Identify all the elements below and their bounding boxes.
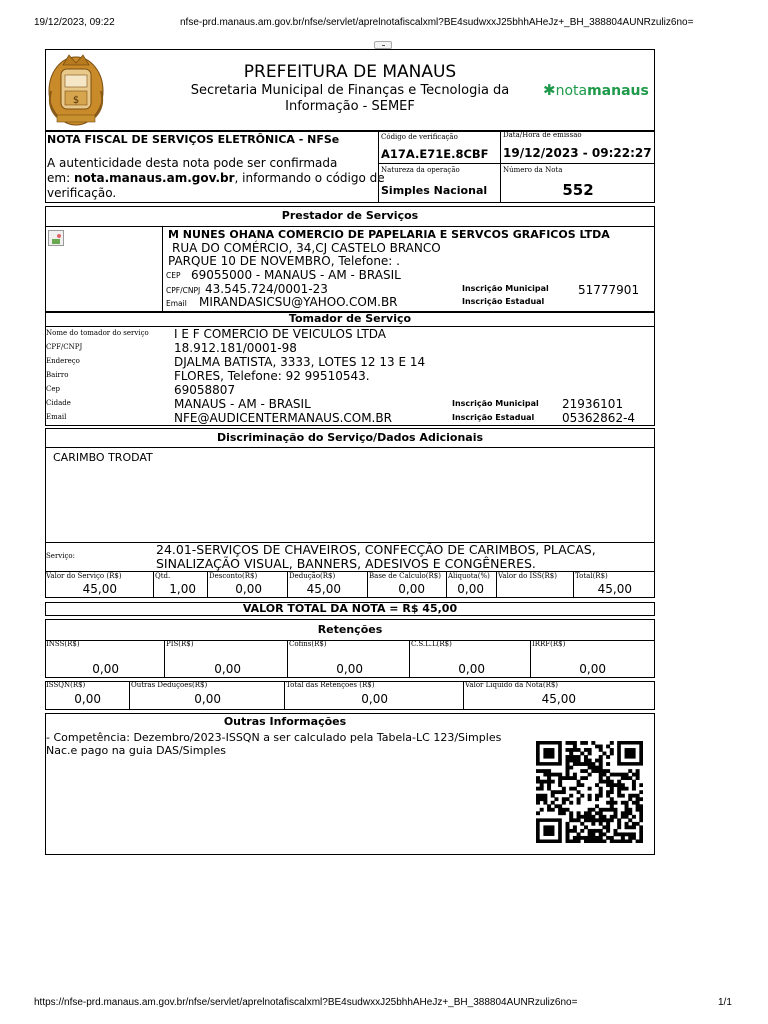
issqn-label: ISSQN(R$) [46,681,86,689]
tomador-ie-label: Inscrição Estadual [452,413,535,422]
nota-heading: NOTA FISCAL DE SERVIÇOS ELETRÔNICA - NFSe [47,133,340,146]
outras-deducoes-value: 0,00 [194,692,221,706]
outras-deducoes-label: Outras Deduções(R$) [131,681,208,689]
codigo-label: Código de verificação [381,133,458,141]
prestador-name: M NUNES OHANA COMERCIO DE PAPELARIA E SERVCOS GRAFICOS LTDA [168,228,610,241]
tomador-endereco-label: Endereço [46,357,80,365]
tomador-ie-value: 05362862-4 [562,411,636,425]
aliquota-value: 0,00 [457,582,484,596]
codigo-value: A17A.E71E.8CBF [381,147,489,161]
page-title: PREFEITURA DE MANAUS [243,62,457,82]
numero-label: Número da Nota [503,166,563,174]
prestador-email-label: Email [166,299,187,308]
qr-code-icon [536,741,643,843]
retencoes-title: Retenções [317,623,383,636]
numero-value: 552 [562,181,594,199]
desconto-value: 0,00 [235,582,262,596]
total-label: Total(R$) [575,572,608,580]
prestador-im-label: Inscrição Municipal [462,284,549,293]
natureza-label: Natureza da operação [381,166,460,174]
irrf-value: 0,00 [579,662,606,676]
print-url-bottom: https://nfse-prd.manaus.am.gov.br/nfse/servlet/aprelnotafiscalxml?BE4sudwxxJ25bhhAHeJz+_BH_388804AUNRzuliz6no= [34,997,578,1008]
prestador-cep-value: 69055000 - MANAUS - AM - BRASIL [191,268,401,282]
star-icon: ✱ [543,81,556,99]
auth-line-3: verificação. [47,186,117,200]
emissao-value: 19/12/2023 - 09:22:27 [503,146,652,160]
discriminacao-title: Discriminação do Serviço/Dados Adicionais [216,431,484,444]
auth-link[interactable]: nota.manaus.am.gov.br [73,171,235,185]
header-subtitle-1: Secretaria Municipal de Finanças e Tecnologia da [190,83,510,98]
base-label: Base de Calculo(R$) [369,572,441,580]
inss-label: INSS(R$) [46,640,80,648]
csll-label: C.S.L.L(R$) [411,640,452,648]
total-nota: VALOR TOTAL DA NOTA = R$ 45,00 [242,602,458,615]
prestador-cep-label: CEP [166,271,181,280]
qtd-label: Qtd. [155,572,171,580]
natureza-value: Simples Nacional [381,184,488,197]
coat-of-arms-icon [47,51,105,127]
servico-label: Serviço: [46,552,75,560]
deducao-label: Dedução(R$) [289,572,336,580]
tomador-cidade-label: Cidade [46,399,71,407]
base-value: 0,00 [398,582,425,596]
emissao-label: Data/Hora de emissão [503,131,582,139]
auth-suffix: , informando o código de [234,171,385,185]
tomador-im-label: Inscrição Municipal [452,399,539,408]
tomador-cep-value: 69058807 [174,383,236,397]
discriminacao-text: CARIMBO TRODAT [53,451,153,464]
tomador-bairro-value: FLORES, Telefone: 92 99510543. [174,369,370,383]
prestador-address-1: RUA DO COMÉRCIO, 34,CJ CASTELO BRANCO [172,241,441,255]
header-subtitle-2: Informação - SEMEF [285,99,415,114]
auth-prefix: em: [47,171,71,185]
tomador-cidade-value: MANAUS - AM - BRASIL [174,397,311,411]
issqn-value: 0,00 [74,692,101,706]
csll-value: 0,00 [458,662,485,676]
servico-line-2: SINALIZAÇÃO VISUAL, BANNERS, ADESIVOS E CONGÊNERES. [156,556,536,571]
print-url-top: nfse-prd.manaus.am.gov.br/nfse/servlet/aprelnotafiscalxml?BE4sudwxxJ25bhhAHeJz+_BH_388804AUNRzuliz6no= [180,17,694,28]
pis-value: 0,00 [214,662,241,676]
logo-suffix: manaus [587,83,649,99]
valor-servico-label: Valor do Serviço (R$) [46,572,122,580]
tomador-im-value: 21936101 [562,397,624,411]
tomador-title: Tomador de Serviço [288,312,412,325]
irrf-label: IRRF(R$) [532,640,566,648]
outras-line-1: - Competência: Dezembro/2023-ISSQN a ser calculado pela Tabela-LC 123/Simples [46,731,502,744]
broken-image-icon [48,230,64,246]
prestador-email-value: MIRANDASICSU@YAHOO.COM.BR [199,295,398,309]
prestador-cnpj-value: 43.545.724/0001-23 [205,282,328,296]
tomador-email-label: Email [46,413,67,421]
tomador-bairro-label: Bairro [46,371,69,379]
prestador-im-value: 51777901 [578,283,640,297]
total-value: 45,00 [597,582,632,596]
total-retencoes-value: 0,00 [361,692,388,706]
valor-liquido-value: 45,00 [541,692,576,706]
tomador-cnpj-value: 18.912.181/0001-98 [174,341,297,355]
print-page-count: 1/1 [718,997,732,1008]
prestador-title: Prestador de Serviços [281,209,419,222]
auth-line-1: A autenticidade desta nota pode ser confirmada [47,156,338,170]
tomador-cnpj-label: CPF/CNPJ [46,343,83,351]
pis-label: PIS(R$) [166,640,194,648]
tomador-endereco-value: DJALMA BATISTA, 3333, LOTES 12 13 E 14 [174,355,426,369]
print-datetime: 19/12/2023, 09:22 [34,17,115,28]
svg-text:$: $ [72,95,80,106]
valor-liquido-label: Valor Liquido da Nota(R$) [465,681,559,689]
tomador-nome-value: I E F COMERCIO DE VEICULOS LTDA [174,327,387,341]
logo-prefix: nota [555,83,588,99]
valor-iss-label: Valor do ISS(R$) [498,572,557,580]
cofins-label: Cofins(R$) [289,640,327,648]
collapse-handle[interactable] [374,41,392,49]
outras-title: Outras Informações [223,715,347,728]
cofins-value: 0,00 [336,662,363,676]
notamanaus-logo [543,80,649,99]
total-retencoes-label: Total das Retenções (R$) [286,681,375,689]
inss-value: 0,00 [92,662,119,676]
qtd-value: 1,00 [169,582,196,596]
servico-line-1: 24.01-SERVIÇOS DE CHAVEIROS, CONFECÇÃO DE CARIMBOS, PLACAS, [156,542,596,557]
desconto-label: Desconto(R$) [209,572,258,580]
valor-servico-value: 45,00 [82,582,117,596]
tomador-nome-label: Nome do tomador do serviço [46,329,149,337]
tomador-email-value: NFE@AUDICENTERMANAUS.COM.BR [174,411,392,425]
aliquota-label: Aliquota(%) [448,572,490,580]
prestador-ie-label: Inscrição Estadual [462,297,545,306]
prestador-address-2: PARQUE 10 DE NOVEMBRO, Telefone: . [168,254,400,268]
prestador-cnpj-label: CPF/CNPJ [166,286,201,295]
tomador-cep-label: Cep [46,385,60,393]
deducao-value: 45,00 [306,582,341,596]
handle-dash-icon [382,45,385,46]
outras-line-2: Nac.e pago na guia DAS/Simples [46,744,226,757]
auth-line-2 [47,171,385,186]
